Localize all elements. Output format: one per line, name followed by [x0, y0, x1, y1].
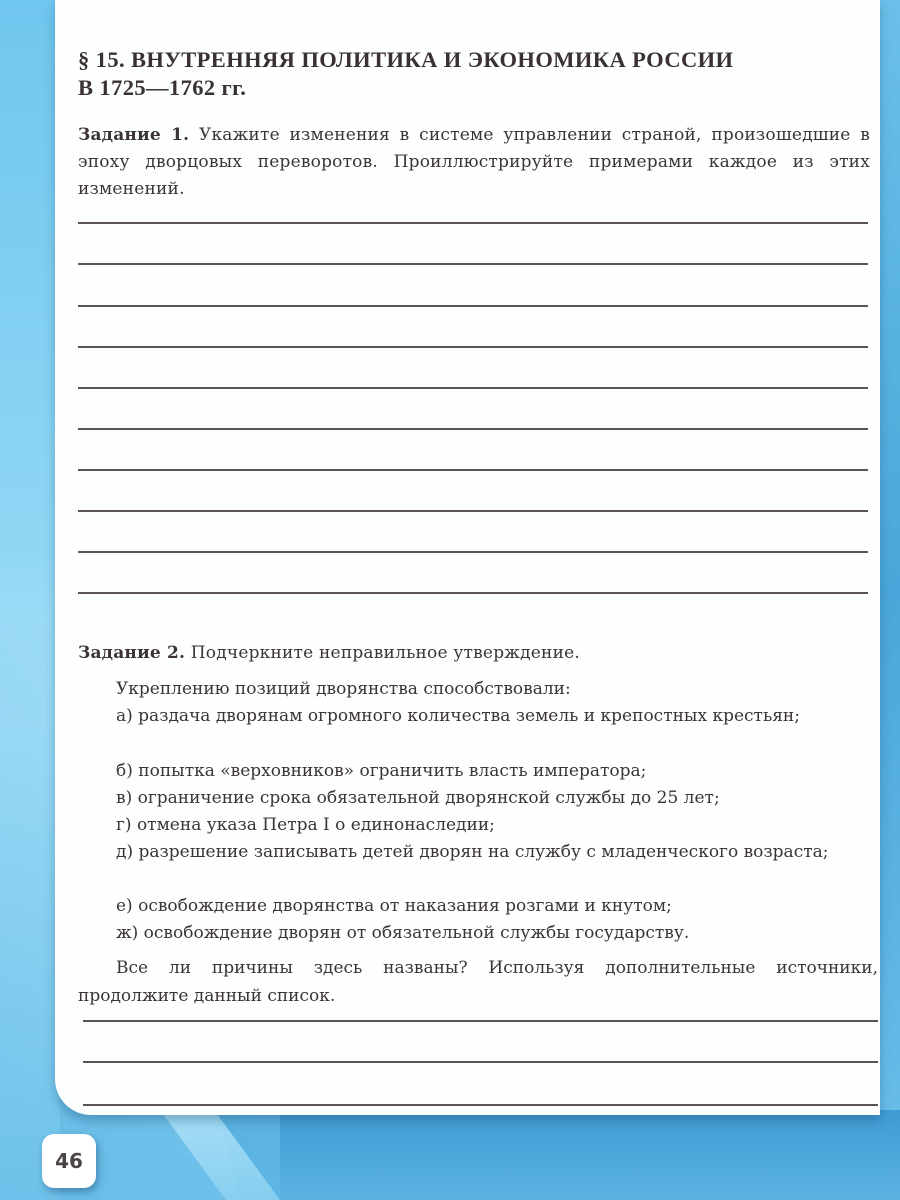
- task-2: [78, 640, 870, 667]
- answer-line[interactable]: [83, 1061, 878, 1063]
- answer-line[interactable]: [78, 305, 868, 307]
- answer-line[interactable]: [78, 263, 868, 265]
- task-1-label: Задание 1.: [78, 125, 190, 145]
- task-2-question: Все ли причины здесь названы? Используя дополнительные источники, продолжите данный список.: [78, 958, 878, 1006]
- option-a[interactable]: а) раздача дворянам огромного количества земель и крепостных крестьян;: [116, 706, 800, 726]
- answer-line[interactable]: [78, 551, 868, 553]
- task-2-instruction: Подчеркните неправильное утверждение.: [190, 643, 580, 663]
- option-b[interactable]: б) попытка «верховников» ограничить власть императора;: [116, 761, 647, 781]
- section-title: [78, 46, 868, 102]
- task-1-text: Укажите изменения в системе управлении страной, произошедшие в эпоху дворцовых переворотов. Проиллюстрируйте примерами каждое из этих изменений.: [78, 125, 871, 199]
- answer-line[interactable]: [78, 469, 868, 471]
- task-1: [78, 122, 870, 203]
- page-number-badge: [42, 1134, 96, 1188]
- answer-line[interactable]: [78, 428, 868, 430]
- section-title-line-2: В 1725—1762 гг.: [78, 75, 247, 100]
- answer-line[interactable]: [78, 387, 868, 389]
- option-g[interactable]: г) отмена указа Петра I о единонаследии;: [116, 815, 495, 835]
- background-facet: [280, 1110, 900, 1200]
- option-d[interactable]: д) разрешение записывать детей дворян на службу с младенческого возраста;: [116, 842, 829, 862]
- answer-line[interactable]: [78, 346, 868, 348]
- answer-line[interactable]: [83, 1020, 878, 1022]
- option-zh[interactable]: ж) освобождение дворян от обязательной службы государству.: [116, 923, 690, 943]
- option-v[interactable]: в) ограничение срока обязательной дворянской службы до 25 лет;: [116, 788, 720, 808]
- answer-line[interactable]: [83, 1104, 878, 1106]
- answer-line[interactable]: [78, 592, 868, 594]
- task-2-label: Задание 2.: [78, 643, 186, 663]
- workbook-page: [55, 0, 880, 1115]
- answer-line[interactable]: [78, 510, 868, 512]
- page-number: 46: [55, 1149, 83, 1173]
- option-e[interactable]: е) освобождение дворянства от наказания розгами и кнутом;: [116, 896, 672, 916]
- answer-line[interactable]: [78, 222, 868, 224]
- task-2-lead: Укреплению позиций дворянства способствовали:: [116, 679, 571, 699]
- section-title-line-1: § 15. ВНУТРЕННЯЯ ПОЛИТИКА И ЭКОНОМИКА РОССИИ: [78, 47, 734, 72]
